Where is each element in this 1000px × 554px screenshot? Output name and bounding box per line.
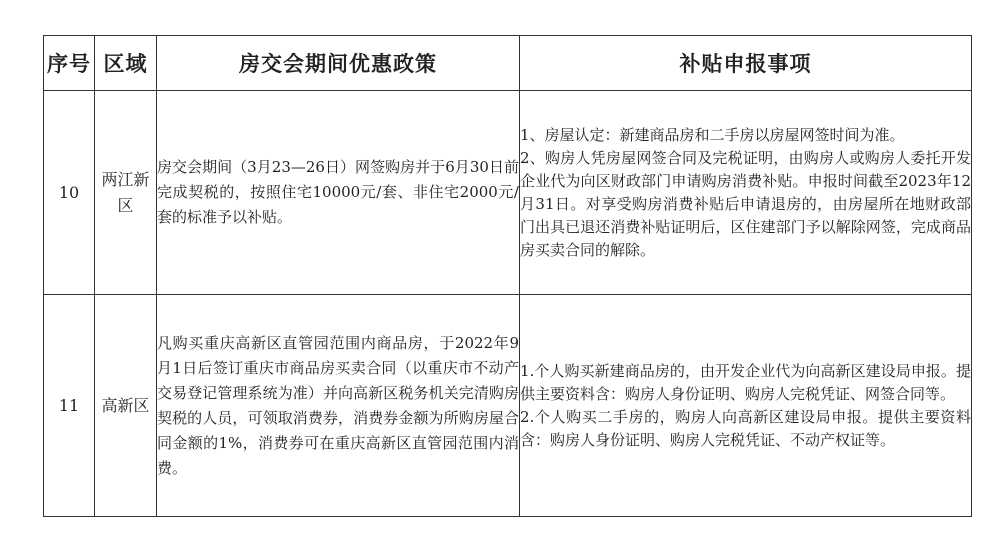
subsidy-item: 2.个人购买二手房的，购房人向高新区建设局申报。提供主要资料含：购房人身份证明、购房人完税凭证、不动产权证等。 <box>520 407 971 449</box>
header-number: 序号 <box>44 36 95 91</box>
header-row <box>44 36 972 91</box>
table-row <box>44 91 972 295</box>
row-subsidy <box>520 295 972 517</box>
subsidy-item: 1.个人购买新建商品房的，由开发企业代为向高新区建设局申报。提供主要资料含：购房人身份证明、购房人完税凭证、网签合同等。 <box>520 361 971 403</box>
row-number: 11 <box>44 295 95 517</box>
policy-table <box>43 35 972 517</box>
header-region: 区域 <box>95 36 157 91</box>
row-policy: 凡购买重庆高新区直管园范围内商品房，于2022年9月1日后签订重庆市商品房买卖合同（以重庆市不动产交易登记管理系统为准）并向高新区税务机关完清购房契税的人员，可领取消费券，消费券金额为所购房屋合同金额的1%，消费券可在重庆高新区直管园范围内消费。 <box>157 295 520 517</box>
row-number: 10 <box>44 91 95 295</box>
subsidy-item: 2、购房人凭房屋网签合同及完税证明，由购房人或购房人委托开发企业代为向区财政部门申请购房消费补贴。申报时间截至2023年12月31日。对享受购房消费补贴后申请退房的，由房屋所在地财政部门出具已退还消费补贴证明后，区住建部门予以解除网签，完成商品房买卖合同的解除。 <box>520 148 971 259</box>
row-policy: 房交会期间（3月23—26日）网签购房并于6月30日前完成契税的，按照住宅10000元/套、非住宅2000元/套的标准予以补贴。 <box>157 91 520 295</box>
row-subsidy <box>520 91 972 295</box>
row-region: 两江新区 <box>95 91 157 295</box>
subsidy-item: 1、房屋认定：新建商品房和二手房以房屋网签时间为准。 <box>520 125 905 144</box>
row-region: 高新区 <box>95 295 157 517</box>
header-policy: 房交会期间优惠政策 <box>157 36 520 91</box>
header-subsidy: 补贴申报事项 <box>520 36 972 91</box>
table-row <box>44 295 972 517</box>
